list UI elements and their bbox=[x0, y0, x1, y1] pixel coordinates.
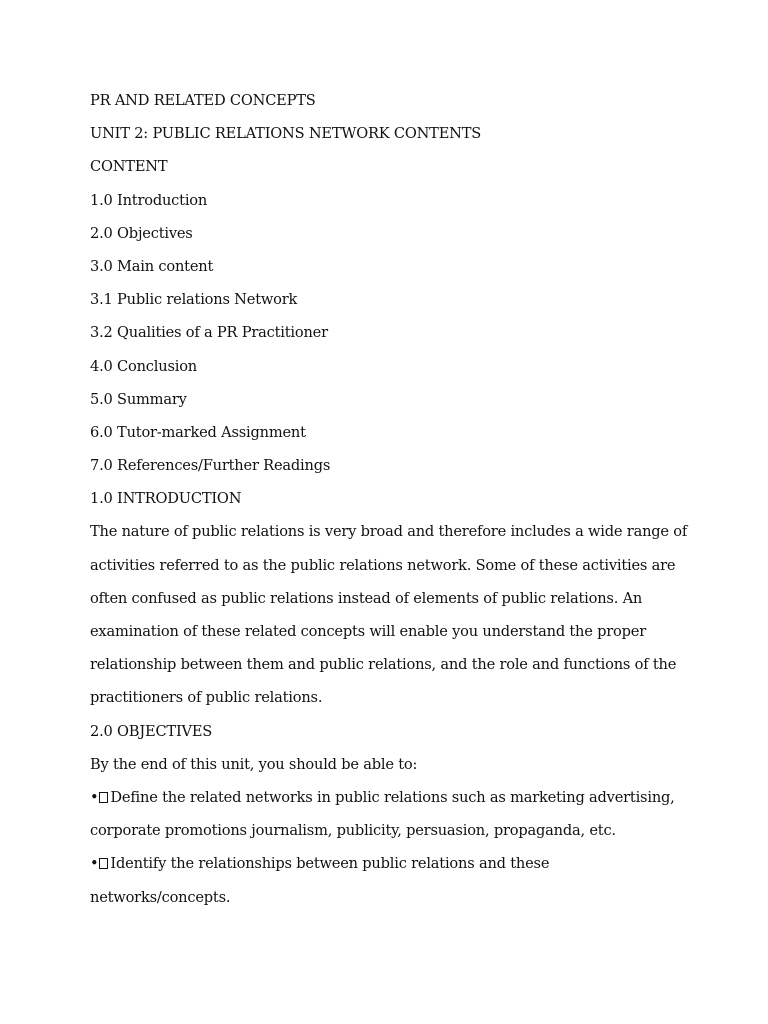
objective-text: Define the related networks in public relations such as marketing advertising, bbox=[110, 788, 675, 806]
toc-item: 1.0 Introduction bbox=[90, 191, 208, 209]
toc-item: 6.0 Tutor-marked Assignment bbox=[90, 423, 306, 441]
paragraph-line: practitioners of public relations. bbox=[90, 689, 323, 707]
document-page bbox=[90, 88, 710, 918]
toc-item: 5.0 Summary bbox=[90, 390, 187, 408]
paragraph-line: examination of these related concepts will enable you understand the proper bbox=[90, 623, 646, 640]
content-heading: CONTENT bbox=[90, 158, 168, 176]
paragraph-line: activities referred to as the public relations network. Some of these activities are bbox=[90, 556, 676, 574]
objectives-heading: 2.0 OBJECTIVES bbox=[90, 722, 213, 740]
paragraph-line: The nature of public relations is very broad and therefore includes a wide range of bbox=[90, 523, 688, 541]
bullet-icon: • bbox=[90, 855, 99, 873]
objective-continuation: corporate promotions journalism, publicity, persuasion, propaganda, etc. bbox=[90, 822, 616, 840]
table-of-contents bbox=[90, 188, 710, 487]
course-title: PR AND RELATED CONCEPTS bbox=[90, 92, 316, 109]
paragraph-line: often confused as public relations instead of elements of public relations. An bbox=[90, 589, 643, 607]
unit-title: UNIT 2: PUBLIC RELATIONS NETWORK CONTENTS bbox=[90, 125, 482, 143]
toc-item: 7.0 References/Further Readings bbox=[90, 457, 331, 475]
toc-item: 4.0 Conclusion bbox=[90, 357, 197, 375]
objectives-intro: By the end of this unit, you should be able to: bbox=[90, 755, 418, 773]
missing-glyph-box-icon bbox=[99, 858, 108, 869]
toc-item: 3.0 Main content bbox=[90, 257, 214, 275]
paragraph-line: relationship between them and public relations, and the role and functions of the bbox=[90, 656, 677, 674]
objective-item bbox=[90, 785, 710, 818]
introduction-paragraph bbox=[90, 519, 710, 718]
introduction-heading: 1.0 INTRODUCTION bbox=[90, 490, 242, 508]
objective-text: Identify the relationships between public relations and these bbox=[110, 855, 550, 873]
bullet-icon: • bbox=[90, 788, 99, 806]
objective-continuation: networks/concepts. bbox=[90, 888, 231, 906]
toc-item: 3.2 Qualities of a PR Practitioner bbox=[90, 324, 328, 342]
toc-item: 2.0 Objectives bbox=[90, 224, 193, 242]
objective-item bbox=[90, 851, 710, 884]
objectives-list bbox=[90, 785, 710, 918]
toc-item: 3.1 Public relations Network bbox=[90, 291, 298, 309]
missing-glyph-box-icon bbox=[99, 792, 108, 803]
